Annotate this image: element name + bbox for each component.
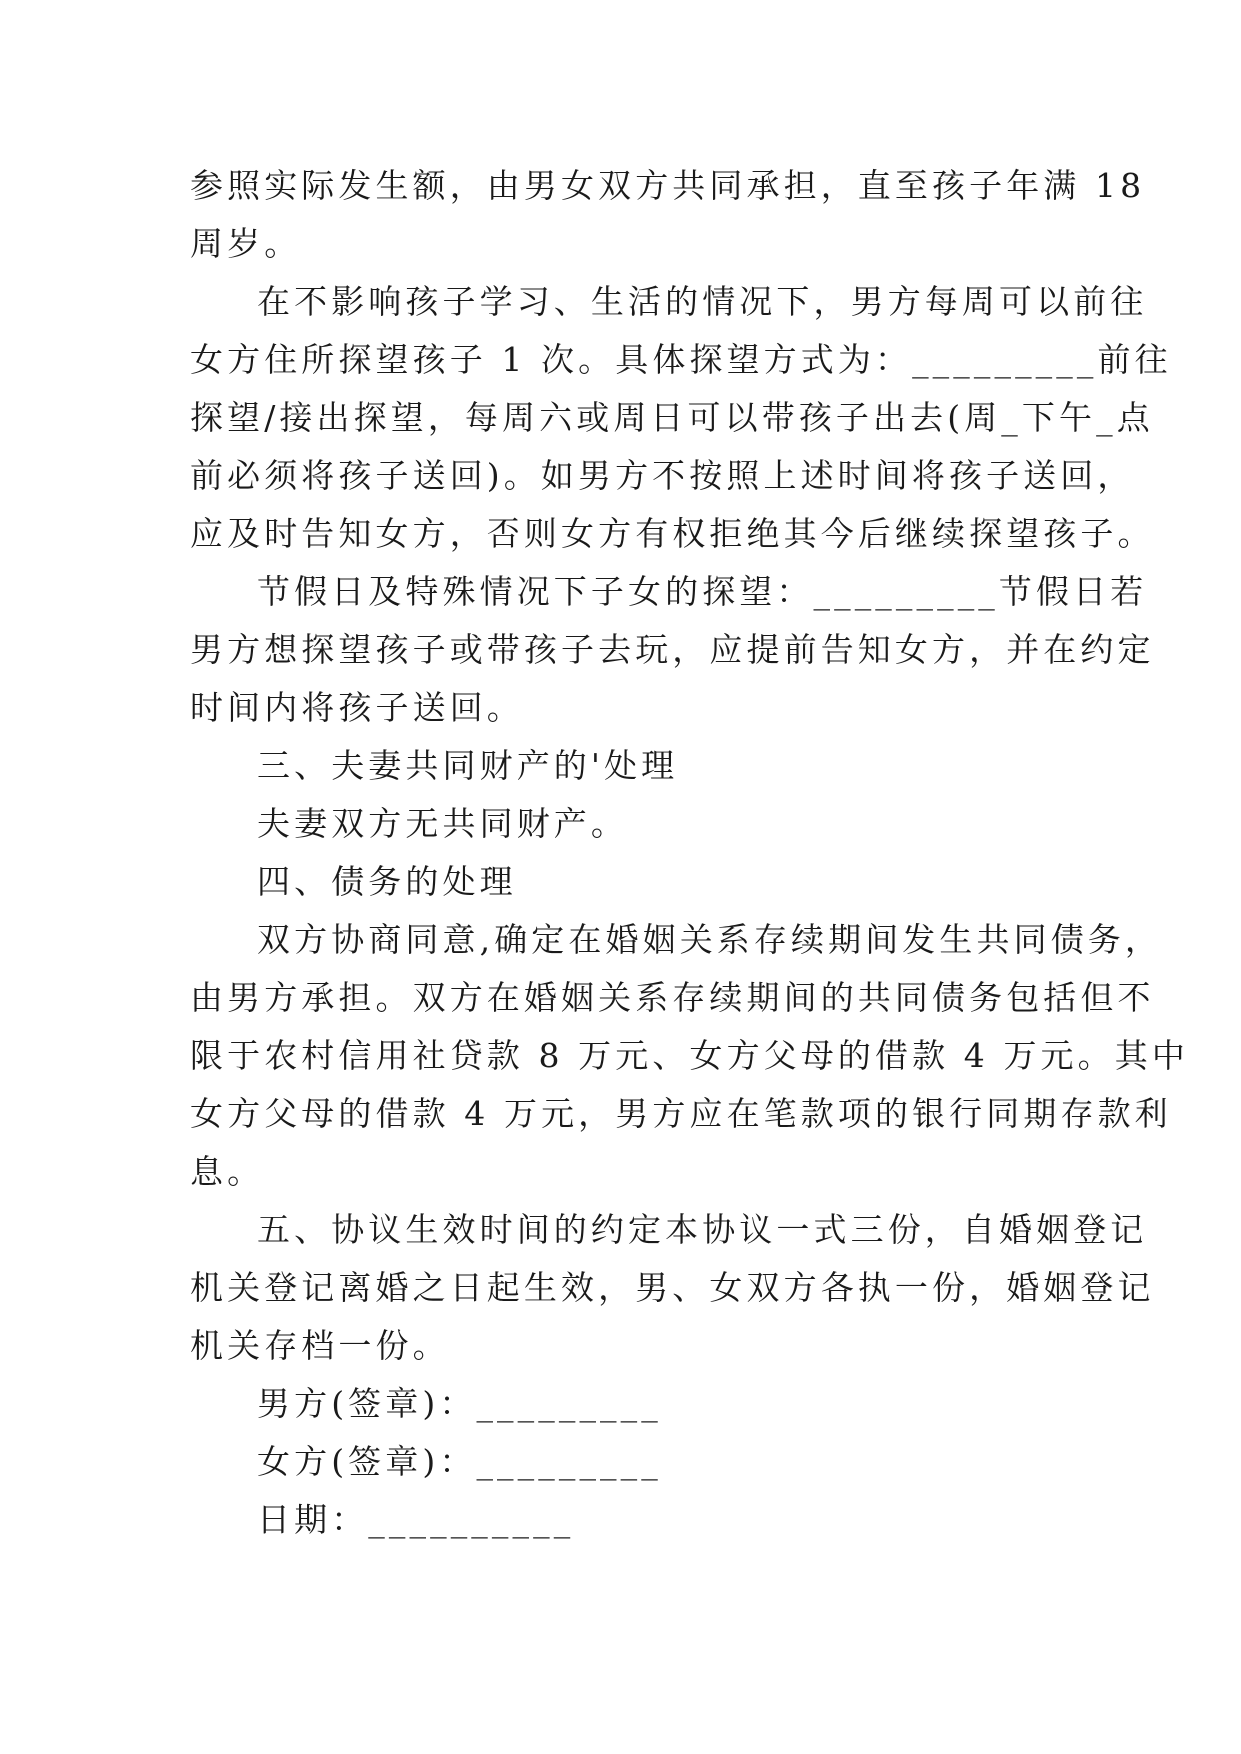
text-line: 限于农村信用社贷款 8 万元、女方父母的借款 4 万元。其中 bbox=[190, 1036, 1189, 1075]
text-line: 由男方承担。双方在婚姻关系存续期间的共同债务包括但不 bbox=[190, 978, 1155, 1017]
text-line: 女方父母的借款 4 万元，男方应在笔款项的银行同期存款利 bbox=[190, 1094, 1172, 1133]
signature-male: 男方(签章)：_________ bbox=[257, 1384, 662, 1423]
paragraph-start: 夫妻双方无共同财产。 bbox=[257, 804, 628, 843]
text-line: 机关存档一份。 bbox=[190, 1326, 450, 1365]
text-line: 时间内将孩子送回。 bbox=[190, 688, 524, 727]
text-line: 周岁。 bbox=[190, 224, 302, 263]
text-line: 探望/接出探望，每周六或周日可以带孩子出去(周_下午_点 bbox=[190, 398, 1154, 437]
signature-female: 女方(签章)：_________ bbox=[257, 1442, 662, 1481]
text-line: 男方想探望孩子或带孩子去玩，应提前告知女方，并在约定 bbox=[190, 630, 1155, 669]
paragraph-start: 节假日及特殊情况下子女的探望：_________节假日若 bbox=[257, 572, 1148, 611]
paragraph-start: 双方协商同意,确定在婚姻关系存续期间发生共同债务， bbox=[257, 920, 1162, 959]
section-heading-debt: 四、债务的处理 bbox=[257, 862, 517, 901]
paragraph-start: 在不影响孩子学习、生活的情况下，男方每周可以前往 bbox=[257, 282, 1148, 321]
text-line: 机关登记离婚之日起生效，男、女双方各执一份，婚姻登记 bbox=[190, 1268, 1155, 1307]
text-line: 女方住所探望孩子 1 次。具体探望方式为：_________前往 bbox=[190, 340, 1172, 379]
text-line: 息。 bbox=[190, 1152, 265, 1191]
section-heading-property: 三、夫妻共同财产的'处理 bbox=[257, 746, 679, 785]
text-line: 参照实际发生额，由男女双方共同承担，直至孩子年满 18 bbox=[190, 166, 1146, 205]
text-line: 应及时告知女方，否则女方有权拒绝其今后继续探望孩子。 bbox=[190, 514, 1155, 553]
text-line: 前必须将孩子送回)。如男方不按照上述时间将孩子送回， bbox=[190, 456, 1135, 495]
signature-date: 日期：__________ bbox=[257, 1500, 575, 1539]
section-heading-effective: 五、协议生效时间的约定本协议一式三份，自婚姻登记 bbox=[257, 1210, 1148, 1249]
